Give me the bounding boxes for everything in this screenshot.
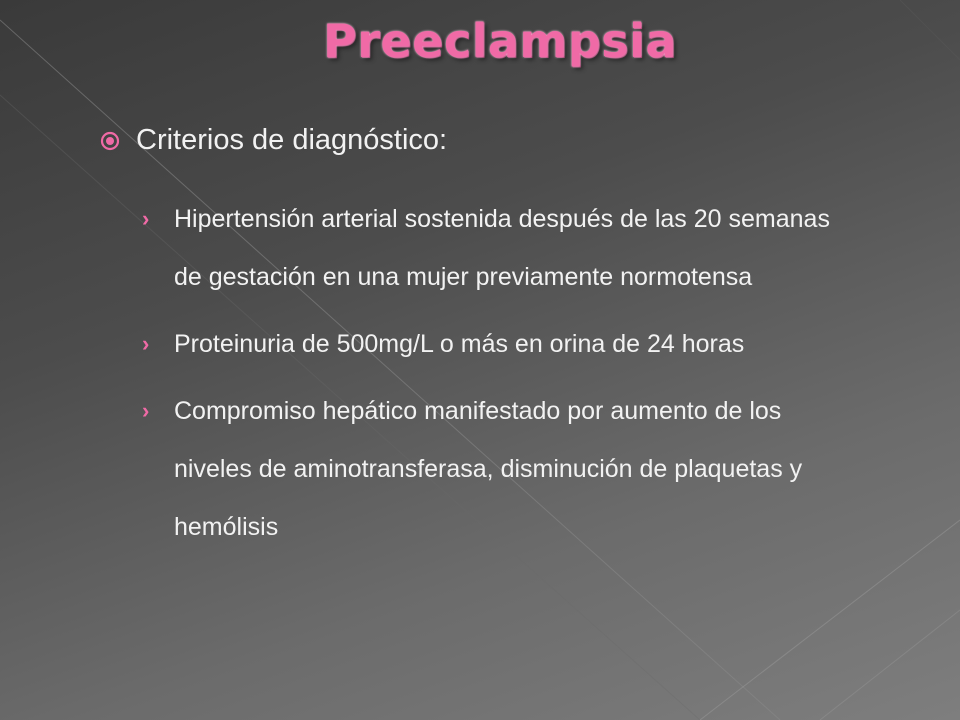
slide-title: Preeclampsia: [323, 14, 677, 68]
chevron-right-icon: ›: [142, 206, 150, 231]
chevron-right-icon: ›: [142, 398, 150, 423]
list-item-text: Compromiso hepático manifestado por aumento de los niveles de aminotransferasa, disminución de plaquetas y hemólisis: [174, 397, 803, 541]
list-item: [142, 315, 862, 373]
criteria-list: [142, 190, 862, 565]
list-item-text: Proteinuria de 500mg/L o más en orina de 24 horas: [174, 330, 745, 358]
heading-text: Criterios de diagnóstico:: [136, 124, 448, 156]
circle-dot-icon: [100, 131, 120, 151]
list-item: [142, 382, 862, 556]
list-item-text: Hipertensión arterial sostenida después de las 20 semanas de gestación en una mujer previamente normotensa: [174, 205, 830, 291]
list-item: [142, 190, 862, 306]
chevron-right-icon: ›: [142, 331, 150, 356]
heading-bullet: [100, 124, 447, 157]
